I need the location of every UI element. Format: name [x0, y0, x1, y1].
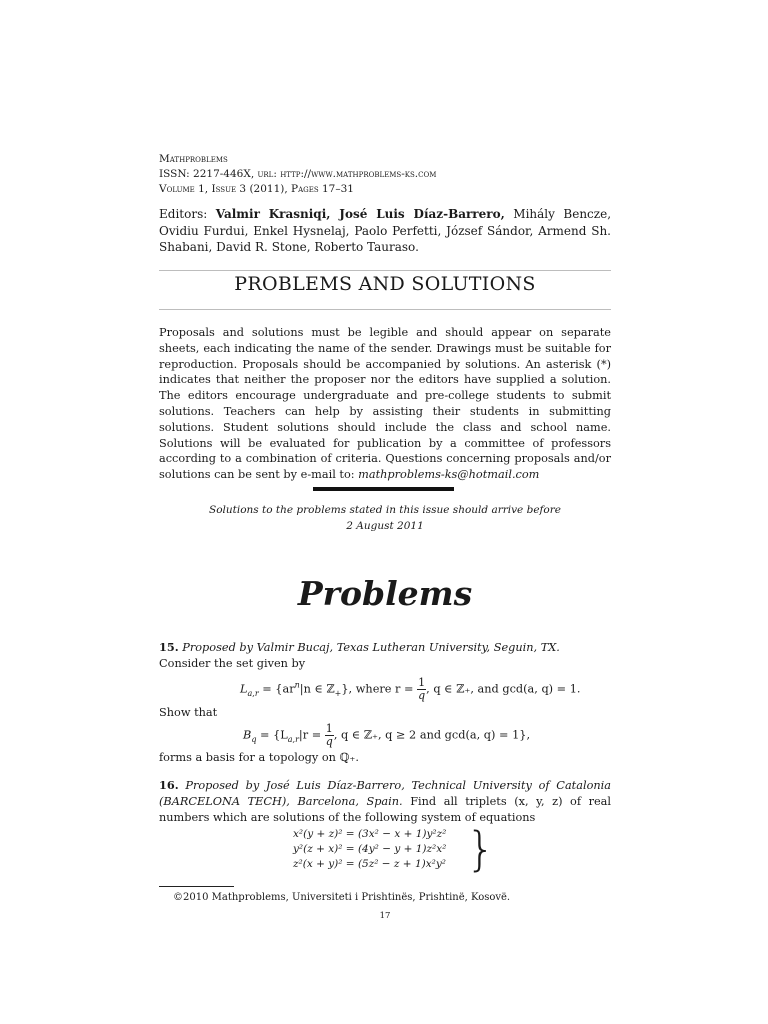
- intro-text: Proposals and solutions must be legible and should appear on separate sheets, each indicating the name of the sender. Drawings must be suitable for reproduction. Proposals should be accompanied by solutions. An asterisk (*) indicates that neither the proposer nor the editors have supplied a solution. The editors encourage undergraduate and pre-college students to submit solutions. Teachers can help by assisting their students in submitting solutions. Student solutions should include the class and school name. Solutions will be evaluated for publication by a committee of professors according to a combination of criteria. Questions concerning proposals and/or solutions can be sent by e-mail to:: [159, 326, 611, 482]
- eq2-num: 1: [325, 722, 333, 735]
- eq2-body: = {L: [256, 728, 288, 742]
- eq2-fraction: [325, 723, 334, 748]
- eq2-den: q: [325, 735, 333, 748]
- problem-16-proposer: Proposed by José Luis Díaz-Barrero, Technical University of Catalonia (BARCELONA TECH), Barcelona, Spain.: [159, 779, 611, 808]
- volume-line: Volume 1, Issue 3 (2011), Pages 17–31: [159, 183, 354, 195]
- eq1-l: L: [240, 682, 248, 696]
- title-rule-bottom: [159, 309, 611, 310]
- page-number: 17: [379, 911, 391, 921]
- contact-email: mathproblems-ks@hotmail.com: [358, 468, 540, 482]
- paper-page: [159, 0, 611, 1024]
- editors-label: Editors:: [159, 207, 208, 221]
- problem-16-number: 16.: [159, 778, 179, 792]
- editors-bold-names: Valmir Krasniqi, José Luis Díaz-Barrero,: [215, 207, 505, 221]
- eq1-sub2: +: [334, 688, 342, 698]
- section-title: PROBLEMS AND SOLUTIONS: [234, 273, 536, 295]
- deadline-note: [159, 503, 611, 534]
- eq1-rest: |n ∈ ℤ: [299, 682, 335, 696]
- eq2-mid: |r =: [298, 728, 325, 742]
- deadline-line2: 2 August 2011: [346, 519, 424, 532]
- editors-other-names: Mihály Bencze, Ovidiu Furdui, Enkel Hysnelaj, Paolo Perfetti, József Sándor, Armend Sh. Shabani, David R. Stone, Roberto Tauraso.: [159, 207, 612, 254]
- problem-15-equation-1: [240, 677, 581, 702]
- problem-15: [159, 640, 611, 671]
- problem-16-text: Find all triplets (x, y, z) of real numbers which are solutions of the following system of equations: [159, 795, 611, 824]
- problems-heading: Problems: [297, 574, 473, 613]
- copyright-footer: ©2010 Mathproblems, Universiteti i Prishtinës, Prishtinë, Kosovë.: [173, 892, 511, 903]
- problem-16: [159, 777, 611, 826]
- problem-15-line2: Show that: [159, 706, 218, 719]
- problem-15-number: 15.: [159, 640, 179, 654]
- equation-b: y²(z + x)² = (4y² − y + 1)z²x²: [293, 843, 447, 855]
- eq1-den: q: [418, 689, 426, 702]
- journal-name: Mathproblems: [159, 153, 228, 165]
- eq1-sub: a,r: [247, 688, 259, 698]
- journal-header: [159, 152, 436, 197]
- eq1-tail: }, where r =: [341, 682, 418, 696]
- problem-15-line3: forms a basis for a topology on ℚ₊.: [159, 751, 359, 764]
- problem-15-equation-2: [243, 723, 530, 748]
- deadline-line1: Solutions to the problems stated in this issue should arrive before: [209, 504, 561, 516]
- title-rule-top: [159, 270, 611, 271]
- issn-line: ISSN: 2217-446X, url: http://www.mathproblems-ks.com: [159, 168, 437, 180]
- eq1-body: = {ar: [258, 682, 295, 696]
- eq2-l: B: [243, 728, 252, 742]
- eq2-sub: q: [251, 734, 257, 744]
- problem-15-proposer: Proposed by Valmir Bucaj, Texas Lutheran University, Seguin, TX.: [182, 641, 560, 654]
- eq2-sub2: a,r: [287, 734, 299, 744]
- eq1-sup: n: [294, 680, 300, 690]
- intro-paragraph: [159, 325, 611, 483]
- separator-bar: [313, 487, 454, 491]
- eq1-num: 1: [418, 676, 426, 689]
- equation-c: z²(x + y)² = (5z² − z + 1)x²y²: [293, 858, 446, 870]
- footnote-rule: [159, 886, 234, 887]
- eq2-end: , q ∈ ℤ₊, q ≥ 2 and gcd(a, q) = 1},: [333, 728, 531, 742]
- problem-15-line1: Consider the set given by: [159, 656, 306, 670]
- eq1-fraction: [417, 677, 426, 702]
- system-brace: }: [466, 822, 496, 876]
- eq1-end: , q ∈ ℤ₊, and gcd(a, q) = 1.: [426, 682, 581, 696]
- editors-block: [159, 206, 611, 256]
- equation-system: [293, 827, 446, 872]
- equation-a: x²(y + z)² = (3x² − x + 1)y²z²: [293, 828, 447, 840]
